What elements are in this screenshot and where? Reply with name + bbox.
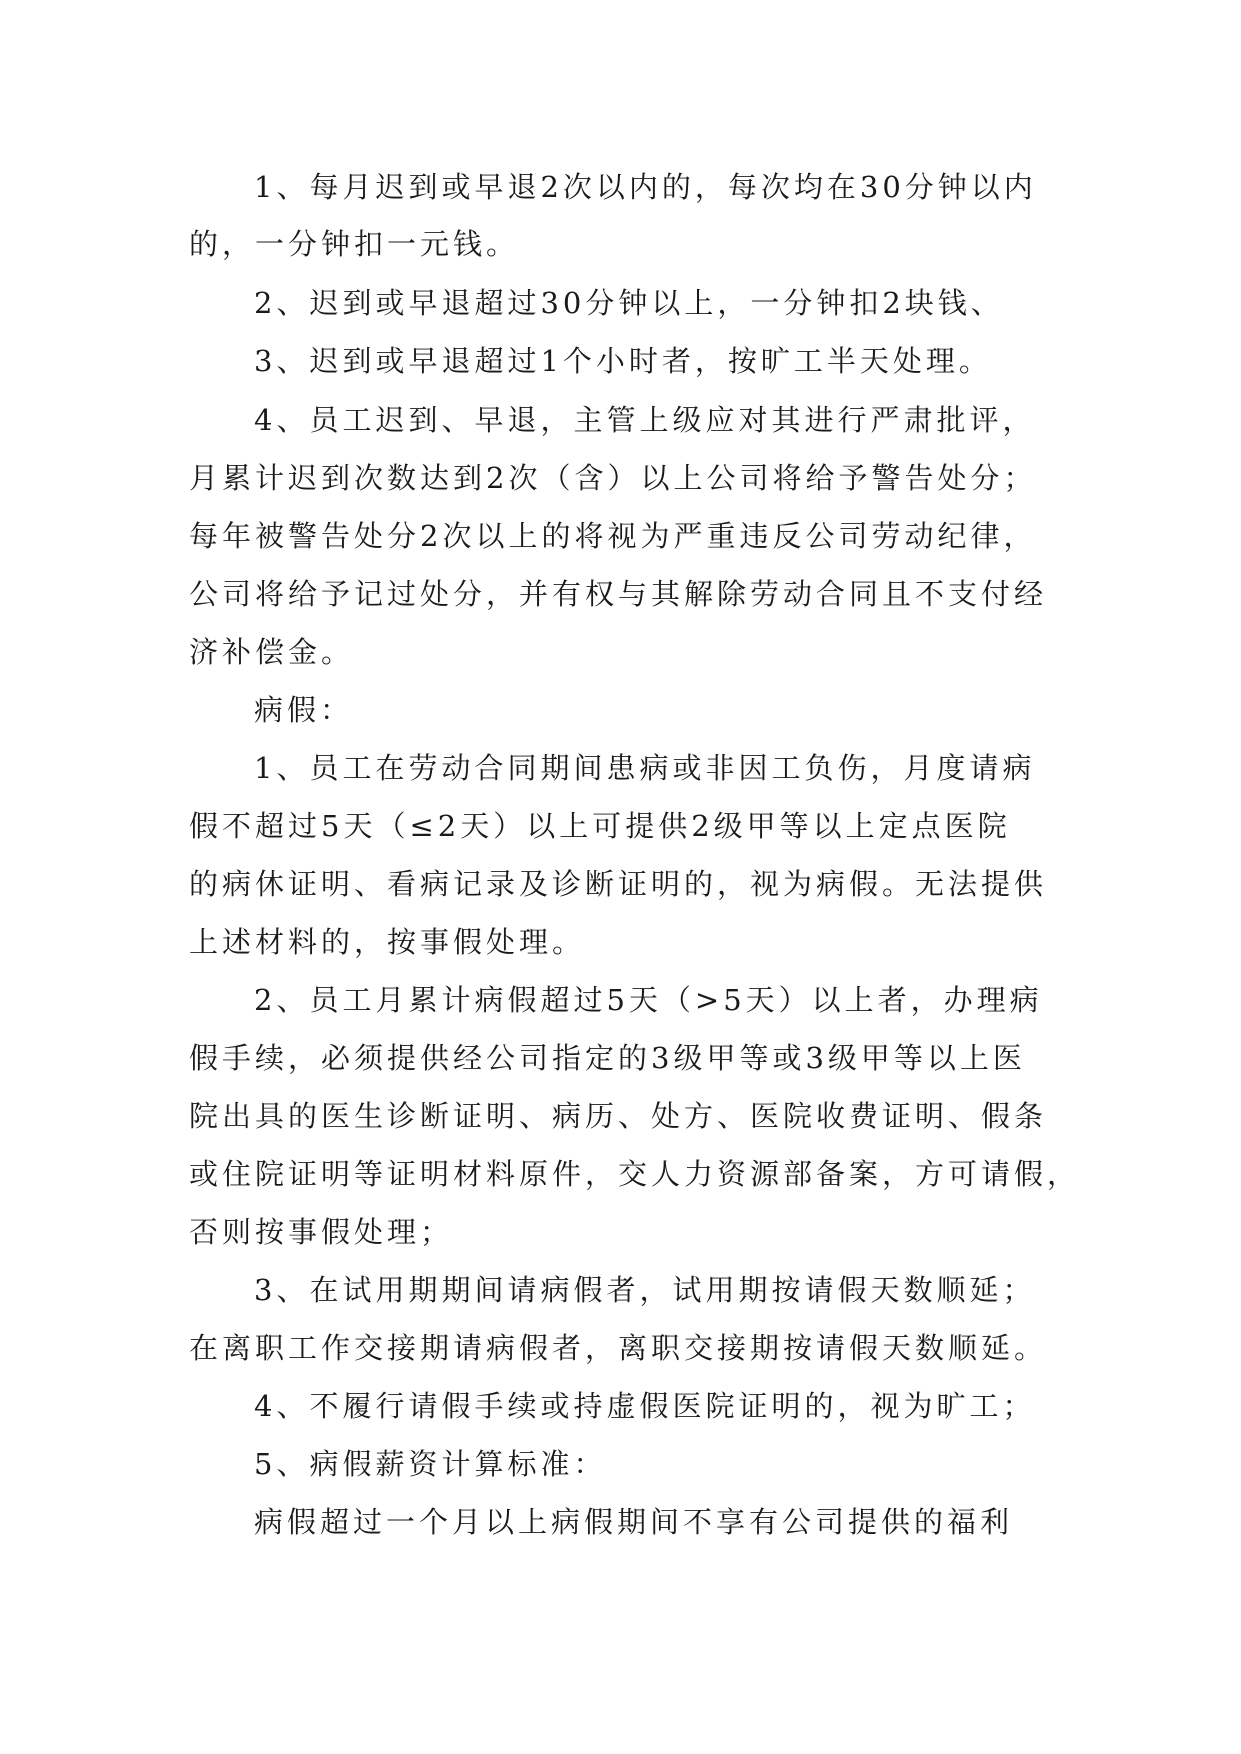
text-line: 4、不履行请假手续或持虚假医院证明的，视为旷工； xyxy=(254,1389,1036,1423)
text-line: 在离职工作交接期请病假者，离职交接期按请假天数顺延。 xyxy=(189,1331,1048,1365)
text-line: 否则按事假处理； xyxy=(189,1215,454,1249)
text-line: 公司将给予记过处分，并有权与其解除劳动合同且不支付经 xyxy=(189,577,1048,611)
text-line: 4、员工迟到、早退，主管上级应对其进行严肃批评， xyxy=(254,403,1036,437)
section-heading: 病假： xyxy=(254,693,354,727)
text-line: 假不超过5天（≤2天）以上可提供2级甲等以上定点医院 xyxy=(189,809,1011,843)
text-line: 的病休证明、看病记录及诊断证明的，视为病假。无法提供 xyxy=(189,867,1048,901)
text-line: 病假超过一个月以上病假期间不享有公司提供的福利 xyxy=(254,1505,1014,1539)
text-line: 3、在试用期期间请病假者，试用期按请假天数顺延； xyxy=(254,1273,1036,1307)
text-line: 假手续，必须提供经公司指定的3级甲等或3级甲等以上医 xyxy=(189,1041,1026,1075)
text-line: 济补偿金。 xyxy=(189,635,355,669)
text-line: 2、员工月累计病假超过5天（>5天）以上者，办理病 xyxy=(254,983,1043,1017)
text-line: 院出具的医生诊断证明、病历、处方、医院收费证明、假条 xyxy=(189,1099,1048,1133)
text-line: 5、病假薪资计算标准： xyxy=(254,1447,607,1481)
text-line: 上述材料的，按事假处理。 xyxy=(189,925,586,959)
text-line: 1、每月迟到或早退2次以内的，每次均在30分钟以内 xyxy=(254,170,1037,204)
text-line: 的，一分钟扣一元钱。 xyxy=(189,227,520,261)
text-line: 3、迟到或早退超过1个小时者，按旷工半天处理。 xyxy=(254,344,992,378)
text-line: 2、迟到或早退超过30分钟以上，一分钟扣2块钱、 xyxy=(254,286,1004,320)
text-line: 每年被警告处分2次以上的将视为严重违反公司劳动纪律， xyxy=(189,519,1037,553)
text-line: 月累计迟到次数达到2次（含）以上公司将给予警告处分； xyxy=(189,461,1037,495)
text-line: 或住院证明等证明材料原件，交人力资源部备案，方可请假， xyxy=(189,1157,1081,1191)
text-line: 1、员工在劳动合同期间患病或非因工负伤，月度请病 xyxy=(254,751,1036,785)
